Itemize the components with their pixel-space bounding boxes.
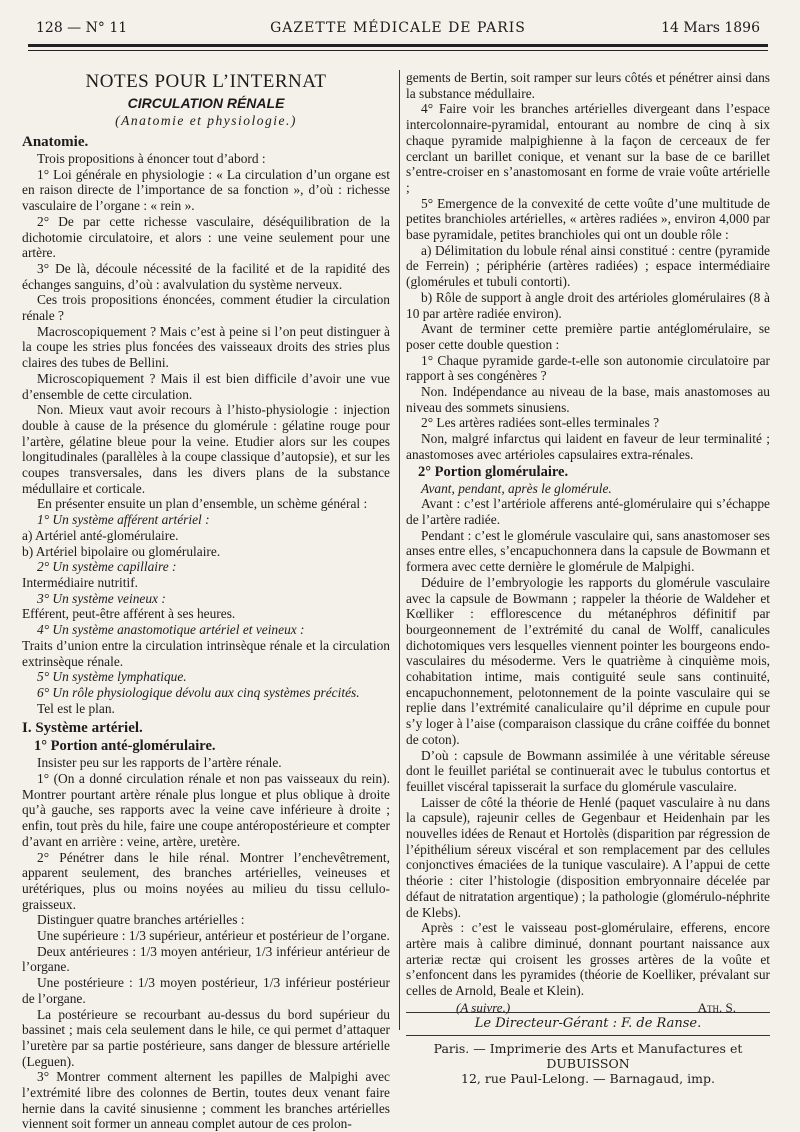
plan-item: Tel est le plan. (37, 700, 115, 716)
paragraph: D’où : capsule de Bowmann assimilée à une véritable séreuse dont le feuillet pariétal se continuerait avec le tubulus contortus et feuillet viscéral tapisserait la surface du glomérule vasculaire. (406, 747, 770, 794)
section-anatomie: Anatomie. (22, 134, 89, 150)
paragraph: 5° Emergence de la convexité de cette voûte d’une multitude de petites branchioles artérielles, « artères radiées », environ 4,000 par base pyramidale, petites branchioles qui ont un double rôle : (406, 195, 770, 243)
paragraph: Distinguer quatre branches artérielles : (37, 912, 245, 928)
plan-item: 5° Un système lymphatique. (37, 669, 187, 685)
left-column (22, 70, 390, 1132)
journal-title: GAZETTE MÉDICALE DE PARIS (270, 20, 526, 36)
plan-item: 4° Un système anastomotique artériel et veineux : (37, 622, 305, 638)
paragraph: a) Délimitation du lobule rénal ainsi constitué : centre (pyramide de Ferrein) ; périphérie (artères radiées) ; espace intermédiaire (glomérules et tubuli contorti). (406, 242, 770, 290)
paragraph: Pendant : c’est le glomérule vasculaire qui, sans anastomoser ses anses entre elles, s’encapuchonnera dans la capsule de Bowmann et formera avec cette dernière le glomérule de Malpighi. (406, 527, 770, 575)
page-header (28, 18, 768, 40)
paragraph: Trois propositions à énoncer tout d’abord : (37, 151, 266, 166)
printer-imprint (406, 1041, 770, 1086)
column-separator (399, 70, 400, 1030)
paragraph: La postérieure se recourbant au-dessus du bord supérieur du bassinet ; mais cela seulement dans le hile, ce qui permet d’attaquer l’uretère par sa partie postérieure, sans danger de blessure artérielle (Leguen). (22, 1006, 390, 1069)
paragraph: Après : c’est le vaisseau post-glomérulaire, efferens, encore artère mais à calibre diminué, donnant pourtant naissance aux arteriæ rectæ qui croisent les grosses artères de la voûte et s’enfoncent dans les pyramides (théorie de Koelliker, prévalant sur celles de Arnold, Beale et Klein). (406, 920, 770, 999)
printer-line-2: 12, rue Paul-Lelong. — Barnagaud, imp. (461, 1071, 715, 1086)
paragraph: 3° De là, découle nécessité de la facilité et de la rapidité des échanges sanguins, d’où : avalvulation du système nerveux. (22, 260, 390, 292)
footer-rule-top (406, 1012, 770, 1013)
plan-item: b) Artériel bipolaire ou glomérulaire. (22, 543, 221, 559)
section-portion-ante-glomerulaire: 1° Portion anté-glomérulaire. (34, 738, 216, 755)
plan-item: Efférent, peut-être afférent à ses heures. (22, 606, 236, 622)
plan-item: 2° Un système capillaire : (37, 559, 177, 575)
plan-item: 6° Un rôle physiologique dévolu aux cinq systèmes précités. (37, 684, 360, 700)
paragraph: Déduire de l’embryologie les rapports du glomérule vasculaire avec la capsule de Bowmann ; rappeler la théorie de Waldeher et Kœlliker : efflorescence du métanéphros définitif par bourgeonnement de l’extrémité du canal de Wolff, canalicules dichotomiques vers lesquelles viennent pointer les bourgeons endo-vasculaires du mésoderme. Vers le quatrième à cinquième mois, cohabitation intime, mais contiguité seule sans continuité, encapuchonnement, pelotonnement de la pointe vasculaire qui se replie dans l’extrémité canaliculaire qu’il déprime en cupule pour s’y loger à l’aise (comparaison classique du crâne coiffée du bonnet de coton). (406, 574, 770, 747)
section-portion-glomerulaire: 2° Portion glomérulaire. (418, 463, 569, 480)
paragraph: Insister peu sur les rapports de l’artère rénale. (37, 755, 282, 771)
header-rule-thick (28, 44, 768, 47)
paragraph: gements de Bertin, soit ramper sur leurs côtés et pénétrer ainsi dans la substance médullaire. (406, 70, 770, 101)
paragraph: 2° Les artères radiées sont-elles terminales ? (421, 415, 660, 431)
paragraph: 1° Loi générale en physiologie : « La circulation d’un organe est en raison directe de l’importance de sa fonction », d’où : richesse vasculaire de l’organe : « rein ». (22, 166, 390, 214)
paragraph: Non. Indépendance au niveau de la base, mais anastomoses au niveau des sommets sinusiens. (406, 384, 770, 415)
paragraph: Microscopiquement ? Mais il est bien difficile d’avoir une vue d’ensemble de cette circulation. (22, 370, 390, 402)
printer-line-1: Paris. — Imprimerie des Arts et Manufactures et DUBUISSON (433, 1041, 743, 1071)
paragraph: 2° Pénétrer dans le hile rénal. Montrer l’enchevêtrement, apparent seulement, des branches artérielles, veineuses et urétériques, plus ou moins noyées au milieu du tissu cellulo-graisseux. (22, 849, 390, 912)
paragraph: Non, malgré infarctus qui laident en faveur de leur terminalité ; anastomoses avec artérioles capsulaires extra-rénales. (406, 431, 770, 462)
paragraph: 2° De par cette richesse vasculaire, déséquilibration de la dichotomie circulatoire, et alors : une veine seulement pour une artère. (22, 213, 390, 261)
article-subtitle-2: (Anatomie et physiologie.) (115, 113, 297, 128)
paragraph: Ces trois propositions énoncées, comment étudier la circulation rénale ? (22, 292, 390, 324)
paragraph: Avant : c’est l’artériole afferens anté-glomérulaire qui s’échappe de l’artère radiée. (406, 496, 770, 527)
plan-item: a) Artériel anté-glomérulaire. (22, 527, 179, 543)
paragraph: Avant, pendant, après le glomérule. (421, 480, 612, 496)
paragraph: 3° Montrer comment alternent les papilles de Malpighi avec l’extrémité libre des colonnes de Bertin, toutes deux venant faire hernie dans la cavité sinusienne ; comment les branches artérielles viennent soit former un anneau complet autour de ces prolon- (22, 1069, 390, 1132)
header-rule-thin (28, 50, 768, 51)
issue-date: 14 Mars 1896 (661, 20, 760, 36)
paragraph: b) Rôle de support à angle droit des artérioles glomérulaires (8 à 10 par artère radiée environ). (406, 289, 770, 321)
page-number: 128 — N° 11 (36, 20, 128, 36)
right-column (406, 70, 770, 1015)
paragraph: Une supérieure : 1/3 supérieur, antérieur et postérieur de l’organe. (37, 928, 390, 944)
paragraph: Une postérieure : 1/3 moyen postérieur, 1/3 inférieur postérieur de l’organe. (22, 975, 390, 1006)
to-be-continued: (A suivre.) (456, 999, 511, 1015)
director-line: Le Directeur-Gérant : F. de Ranse. (474, 1016, 702, 1031)
article-title: NOTES POUR L’INTERNAT (85, 71, 327, 92)
paragraph: Laisser de côté la théorie de Henlé (paquet vasculaire à nu dans la capsule), rajeunir celles de Gegenbaur et Heidenhain par les nouvelles idées de Renaut et Hortolès (disparition par régression de l’épithélium séreux viscéral et son remplacement par des cellules conjonctives émaciées de la tunique vasculaire). A l’appui de cette théorie : citer l’histologie (disposition embryonnaire décelée par défaut de nitratation argentique) ; la pathologie (glomérulo-néphrite de Klebs). (406, 794, 770, 920)
paragraph: 4° Faire voir les branches artérielles divergeant dans l’espace intercolonnaire-pyramidal, entourant au nombre de cinq à six chaque pyramide malpighienne à la façon de cerceaux de fer cerclant un barillet conique, et venant sur la base de ce barillet s’entre-croiser en s’anastomosant en forme de vraie voûte artérielle ; (406, 101, 770, 195)
paragraph: Avant de terminer cette première partie antéglomérulaire, se poser cette double question : (406, 321, 770, 352)
footer-rule (406, 1035, 770, 1036)
paragraph: 1° Chaque pyramide garde-t-elle son autonomie circulatoire par rapport à ses congénères ? (406, 352, 770, 384)
section-systeme-arteriel: I. Système artériel. (22, 720, 143, 737)
plan-item: Traits d’union entre la circulation intrinsèque rénale et la circulation extrinsèque rénale. (22, 637, 390, 669)
paragraph: Non. Mieux vaut avoir recours à l’histo-physiologie : injection double à cause de la présence du glomérule : gélatine rouge pour l’artère, gélatine bleue pour la veine. Etudier alors sur les coupes longitudinales (parallèles à la coupe classique d’autopsie), et sur les coupes transversales, dans les divers plans de la substance médullaire et corticale. (22, 402, 390, 496)
article-subtitle: CIRCULATION RÉNALE (127, 95, 285, 111)
author-signature: Ath. S. (697, 999, 736, 1015)
plan-item: Intermédiaire nutritif. (22, 574, 139, 590)
paragraph: En présenter ensuite un plan d’ensemble, un schème général : (37, 496, 368, 512)
plan-item: 3° Un système veineux : (37, 590, 166, 606)
paragraph: Macroscopiquement ? Mais c’est à peine si l’on peut distinguer à la coupe les stries plus foncées des vaisseaux droits des stries plus claires des tubes de Bellini. (22, 323, 390, 371)
plan-item: 1° Un système afférent artériel : (37, 512, 210, 528)
paragraph: 1° (On a donné circulation rénale et non pas vaisseaux du rein). Montrer pourtant artère rénale plus longue et plus oblique à droite qu’à gauche, ses rapports avec la veine cave inférieure à droite ; enfin, tout près du hile, faire une coupe antéropostérieure et compter d’avant en arrière : veine, artère, uretère. (22, 771, 390, 849)
paragraph: Deux antérieures : 1/3 moyen antérieur, 1/3 inférieur antérieur de l’organe. (22, 943, 390, 975)
